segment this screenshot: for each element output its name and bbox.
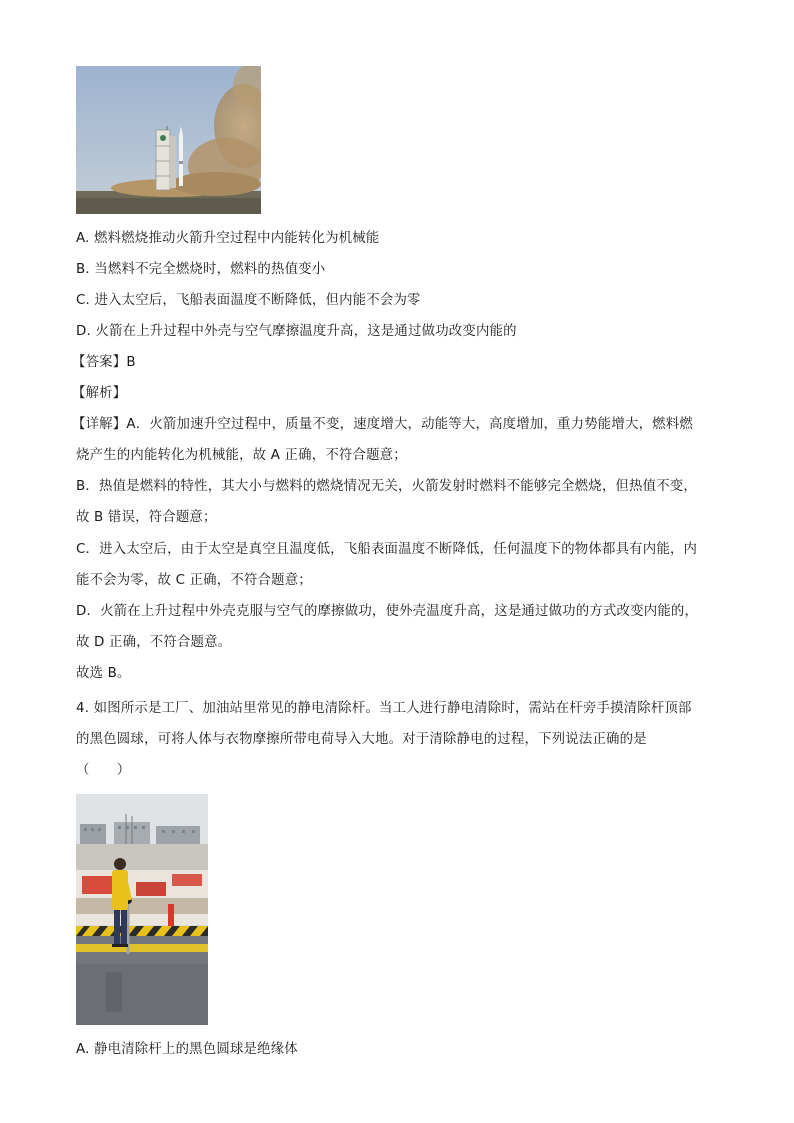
analysis-line: C．进入太空后，由于太空是真空且温度低，飞船表面温度不断降低，任何温度下的物体都具有内能，内	[76, 542, 698, 557]
analysis-conclusion: 故选 B。	[76, 666, 131, 681]
answer-label: 【答案】B	[72, 355, 136, 370]
analysis-line: 烧产生的内能转化为机械能，故 A 正确，不符合题意；	[76, 448, 407, 463]
option-b: B. 当燃料不完全燃烧时，燃料的热值变小	[76, 262, 326, 277]
static-eliminator-photo	[76, 794, 208, 1025]
rocket-launch-photo	[76, 66, 261, 214]
option-d: D. 火箭在上升过程中外壳与空气摩擦温度升高，这是通过做功改变内能的	[76, 324, 517, 339]
question-4-stem: 4. 如图所示是工厂、加油站里常见的静电清除杆。当工人进行静电清除时，需站在杆旁手摸清除杆顶部	[76, 701, 692, 716]
analysis-line: 故 D 正确，不符合题意。	[76, 635, 232, 650]
option-c: C. 进入太空后，飞船表面温度不断降低，但内能不会为零	[76, 293, 421, 308]
analysis-line: 【详解】A．火箭加速升空过程中，质量不变，速度增大，动能等大，高度增加，重力势能增大，燃料燃	[72, 417, 693, 432]
analysis-line: D．火箭在上升过程中外壳克服与空气的摩擦做功，使外壳温度升高，这是通过做功的方式改变内能的，	[76, 604, 699, 619]
analysis-line: 能不会为零，故 C 正确，不符合题意；	[76, 573, 312, 588]
analysis-line: 故 B 错误，符合题意；	[76, 510, 217, 525]
q4-option-a: A. 静电清除杆上的黑色圆球是绝缘体	[76, 1042, 298, 1057]
question-4-stem: 的黑色圆球，可将人体与衣物摩擦所带电荷导入大地。对于清除静电的过程，下列说法正确的是	[76, 732, 647, 747]
analysis-line: B．热值是燃料的特性，其大小与燃料的燃烧情况无关，火箭发射时燃料不能够完全燃烧，但热值不变，	[76, 479, 697, 494]
question-4-answer-blank: （ ）	[76, 763, 131, 778]
option-a: A. 燃料燃烧推动火箭升空过程中内能转化为机械能	[76, 231, 380, 246]
analysis-heading: 【解析】	[72, 386, 127, 401]
